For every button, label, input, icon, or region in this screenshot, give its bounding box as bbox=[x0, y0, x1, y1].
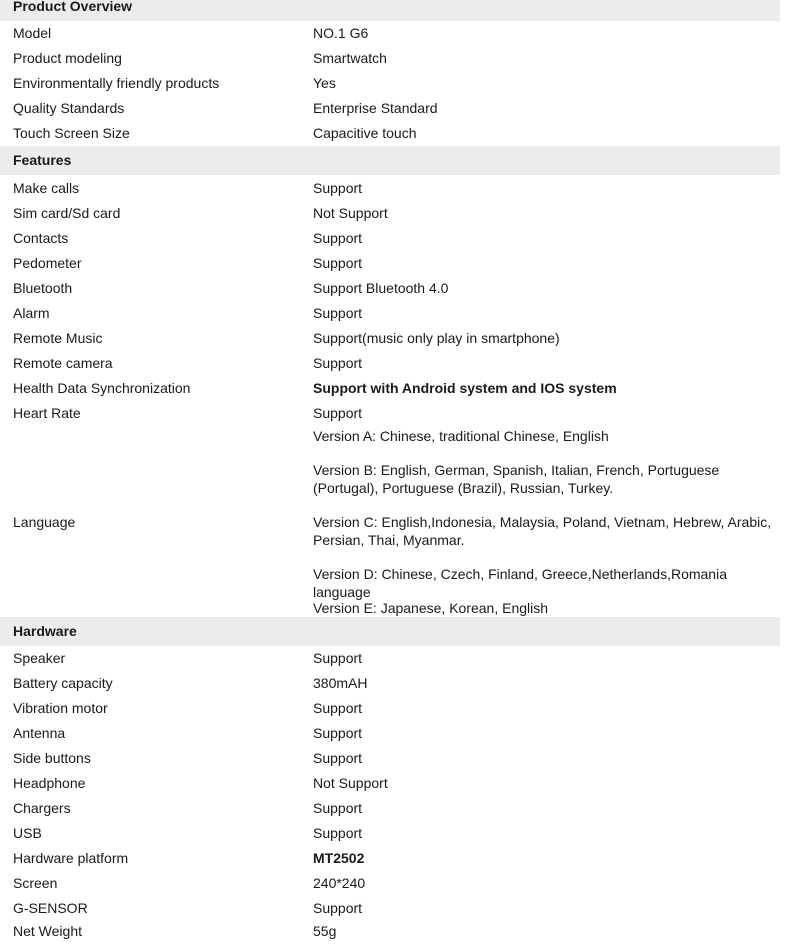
spec-row-health-sync bbox=[0, 376, 780, 401]
spec-row-pedometer bbox=[0, 251, 780, 276]
spec-row-screen bbox=[0, 871, 780, 896]
spec-value: 380mAH bbox=[313, 675, 368, 691]
spec-label: Make calls bbox=[13, 180, 80, 196]
spec-row-touch-screen bbox=[0, 121, 780, 146]
spec-label: Contacts bbox=[13, 230, 69, 246]
spec-label: Vibration motor bbox=[13, 700, 108, 716]
spec-value: Support bbox=[313, 255, 363, 271]
spec-row-remote-music bbox=[0, 326, 780, 351]
spec-row-speaker bbox=[0, 646, 780, 671]
language-version-b: Version B: English, German, Spanish, Italian, French, Portuguese (Portugal), Portuguese (Brazil), Russian, Turkey. bbox=[313, 462, 720, 496]
spec-value: Smartwatch bbox=[313, 50, 387, 66]
spec-value: Support bbox=[313, 750, 363, 766]
spec-row-environment bbox=[0, 71, 780, 96]
spec-row-vibration bbox=[0, 696, 780, 721]
spec-label: Product modeling bbox=[13, 50, 122, 66]
spec-row-model bbox=[0, 21, 780, 46]
spec-row-battery bbox=[0, 671, 780, 696]
spec-label: Sim card/Sd card bbox=[13, 205, 121, 221]
spec-value: Not Support bbox=[313, 775, 388, 791]
spec-value: 240*240 bbox=[313, 875, 366, 891]
spec-value: Not Support bbox=[313, 205, 388, 221]
spec-label: Alarm bbox=[13, 305, 50, 321]
spec-label: Heart Rate bbox=[13, 405, 81, 421]
section-header-features: Features bbox=[0, 146, 780, 175]
spec-row-alarm bbox=[0, 301, 780, 326]
spec-row-quality bbox=[0, 96, 780, 121]
spec-value: Support bbox=[313, 900, 363, 916]
spec-row-product-modeling bbox=[0, 46, 780, 71]
spec-value: 55g bbox=[313, 923, 337, 939]
spec-row-hardware-platform bbox=[0, 846, 780, 871]
spec-label: Health Data Synchronization bbox=[13, 380, 191, 396]
spec-label: Pedometer bbox=[13, 255, 82, 271]
spec-value: Support bbox=[313, 825, 363, 841]
spec-row-sim-card bbox=[0, 201, 780, 226]
spec-row-usb bbox=[0, 821, 780, 846]
spec-row-remote-camera bbox=[0, 351, 780, 376]
spec-value: Support Bluetooth 4.0 bbox=[313, 280, 449, 296]
section-header-product-overview: Product Overview bbox=[0, 0, 780, 21]
spec-value: Support bbox=[313, 230, 363, 246]
spec-row-antenna bbox=[0, 721, 780, 746]
spec-value: Support bbox=[313, 305, 363, 321]
spec-value: Yes bbox=[313, 75, 336, 91]
spec-value: Support with Android system and IOS system bbox=[313, 380, 617, 396]
spec-label: Battery capacity bbox=[13, 675, 113, 691]
spec-row-net-weight bbox=[0, 919, 780, 944]
language-version-c: Version C: English,Indonesia, Malaysia, Poland, Vietnam, Hebrew, Arabic, Persian, Thai, Myanmar. bbox=[313, 514, 772, 548]
spec-value: Enterprise Standard bbox=[313, 100, 438, 116]
spec-value: Support bbox=[313, 405, 363, 421]
spec-value: MT2502 bbox=[313, 850, 365, 866]
section-header-hardware: Hardware bbox=[0, 617, 780, 646]
spec-label: Speaker bbox=[13, 650, 66, 666]
spec-row-make-calls bbox=[0, 176, 780, 201]
spec-value: Support bbox=[313, 700, 363, 716]
spec-row-contacts bbox=[0, 226, 780, 251]
spec-row-headphone bbox=[0, 771, 780, 796]
spec-label: Remote Music bbox=[13, 330, 103, 346]
spec-label: Bluetooth bbox=[13, 280, 73, 296]
spec-label: Quality Standards bbox=[13, 100, 125, 116]
spec-value: Capacitive touch bbox=[313, 125, 417, 141]
spec-value: Support bbox=[313, 180, 363, 196]
spec-row-side-buttons bbox=[0, 746, 780, 771]
spec-row-heart-rate bbox=[0, 401, 780, 426]
spec-value: NO.1 G6 bbox=[313, 25, 369, 41]
spec-label: Environmentally friendly products bbox=[13, 75, 220, 91]
spec-label: Language bbox=[13, 514, 76, 530]
spec-label: Touch Screen Size bbox=[13, 125, 130, 141]
spec-label: USB bbox=[13, 825, 42, 841]
spec-label: Net Weight bbox=[13, 923, 82, 939]
spec-label: Remote camera bbox=[13, 355, 113, 371]
spec-value: Support bbox=[313, 725, 363, 741]
spec-value: Support bbox=[313, 650, 363, 666]
spec-label: Hardware platform bbox=[13, 850, 129, 866]
language-version-a: Version A: Chinese, traditional Chinese, English bbox=[313, 428, 609, 444]
spec-label: Antenna bbox=[13, 725, 66, 741]
spec-row-bluetooth bbox=[0, 276, 780, 301]
spec-label: Chargers bbox=[13, 800, 71, 816]
spec-label: Model bbox=[13, 25, 52, 41]
spec-label: Headphone bbox=[13, 775, 86, 791]
spec-value: Support bbox=[313, 800, 363, 816]
spec-row-chargers bbox=[0, 796, 780, 821]
language-version-e: Version E: Japanese, Korean, English bbox=[313, 600, 549, 616]
spec-label: Side buttons bbox=[13, 750, 91, 766]
spec-label: G-SENSOR bbox=[13, 900, 88, 916]
spec-value: Support(music only play in smartphone) bbox=[313, 330, 560, 346]
spec-row-g-sensor bbox=[0, 896, 780, 921]
spec-label: Screen bbox=[13, 875, 58, 891]
language-version-d: Version D: Chinese, Czech, Finland, Greece,Netherlands,Romania language bbox=[313, 566, 727, 600]
spec-value: Support bbox=[313, 355, 363, 371]
